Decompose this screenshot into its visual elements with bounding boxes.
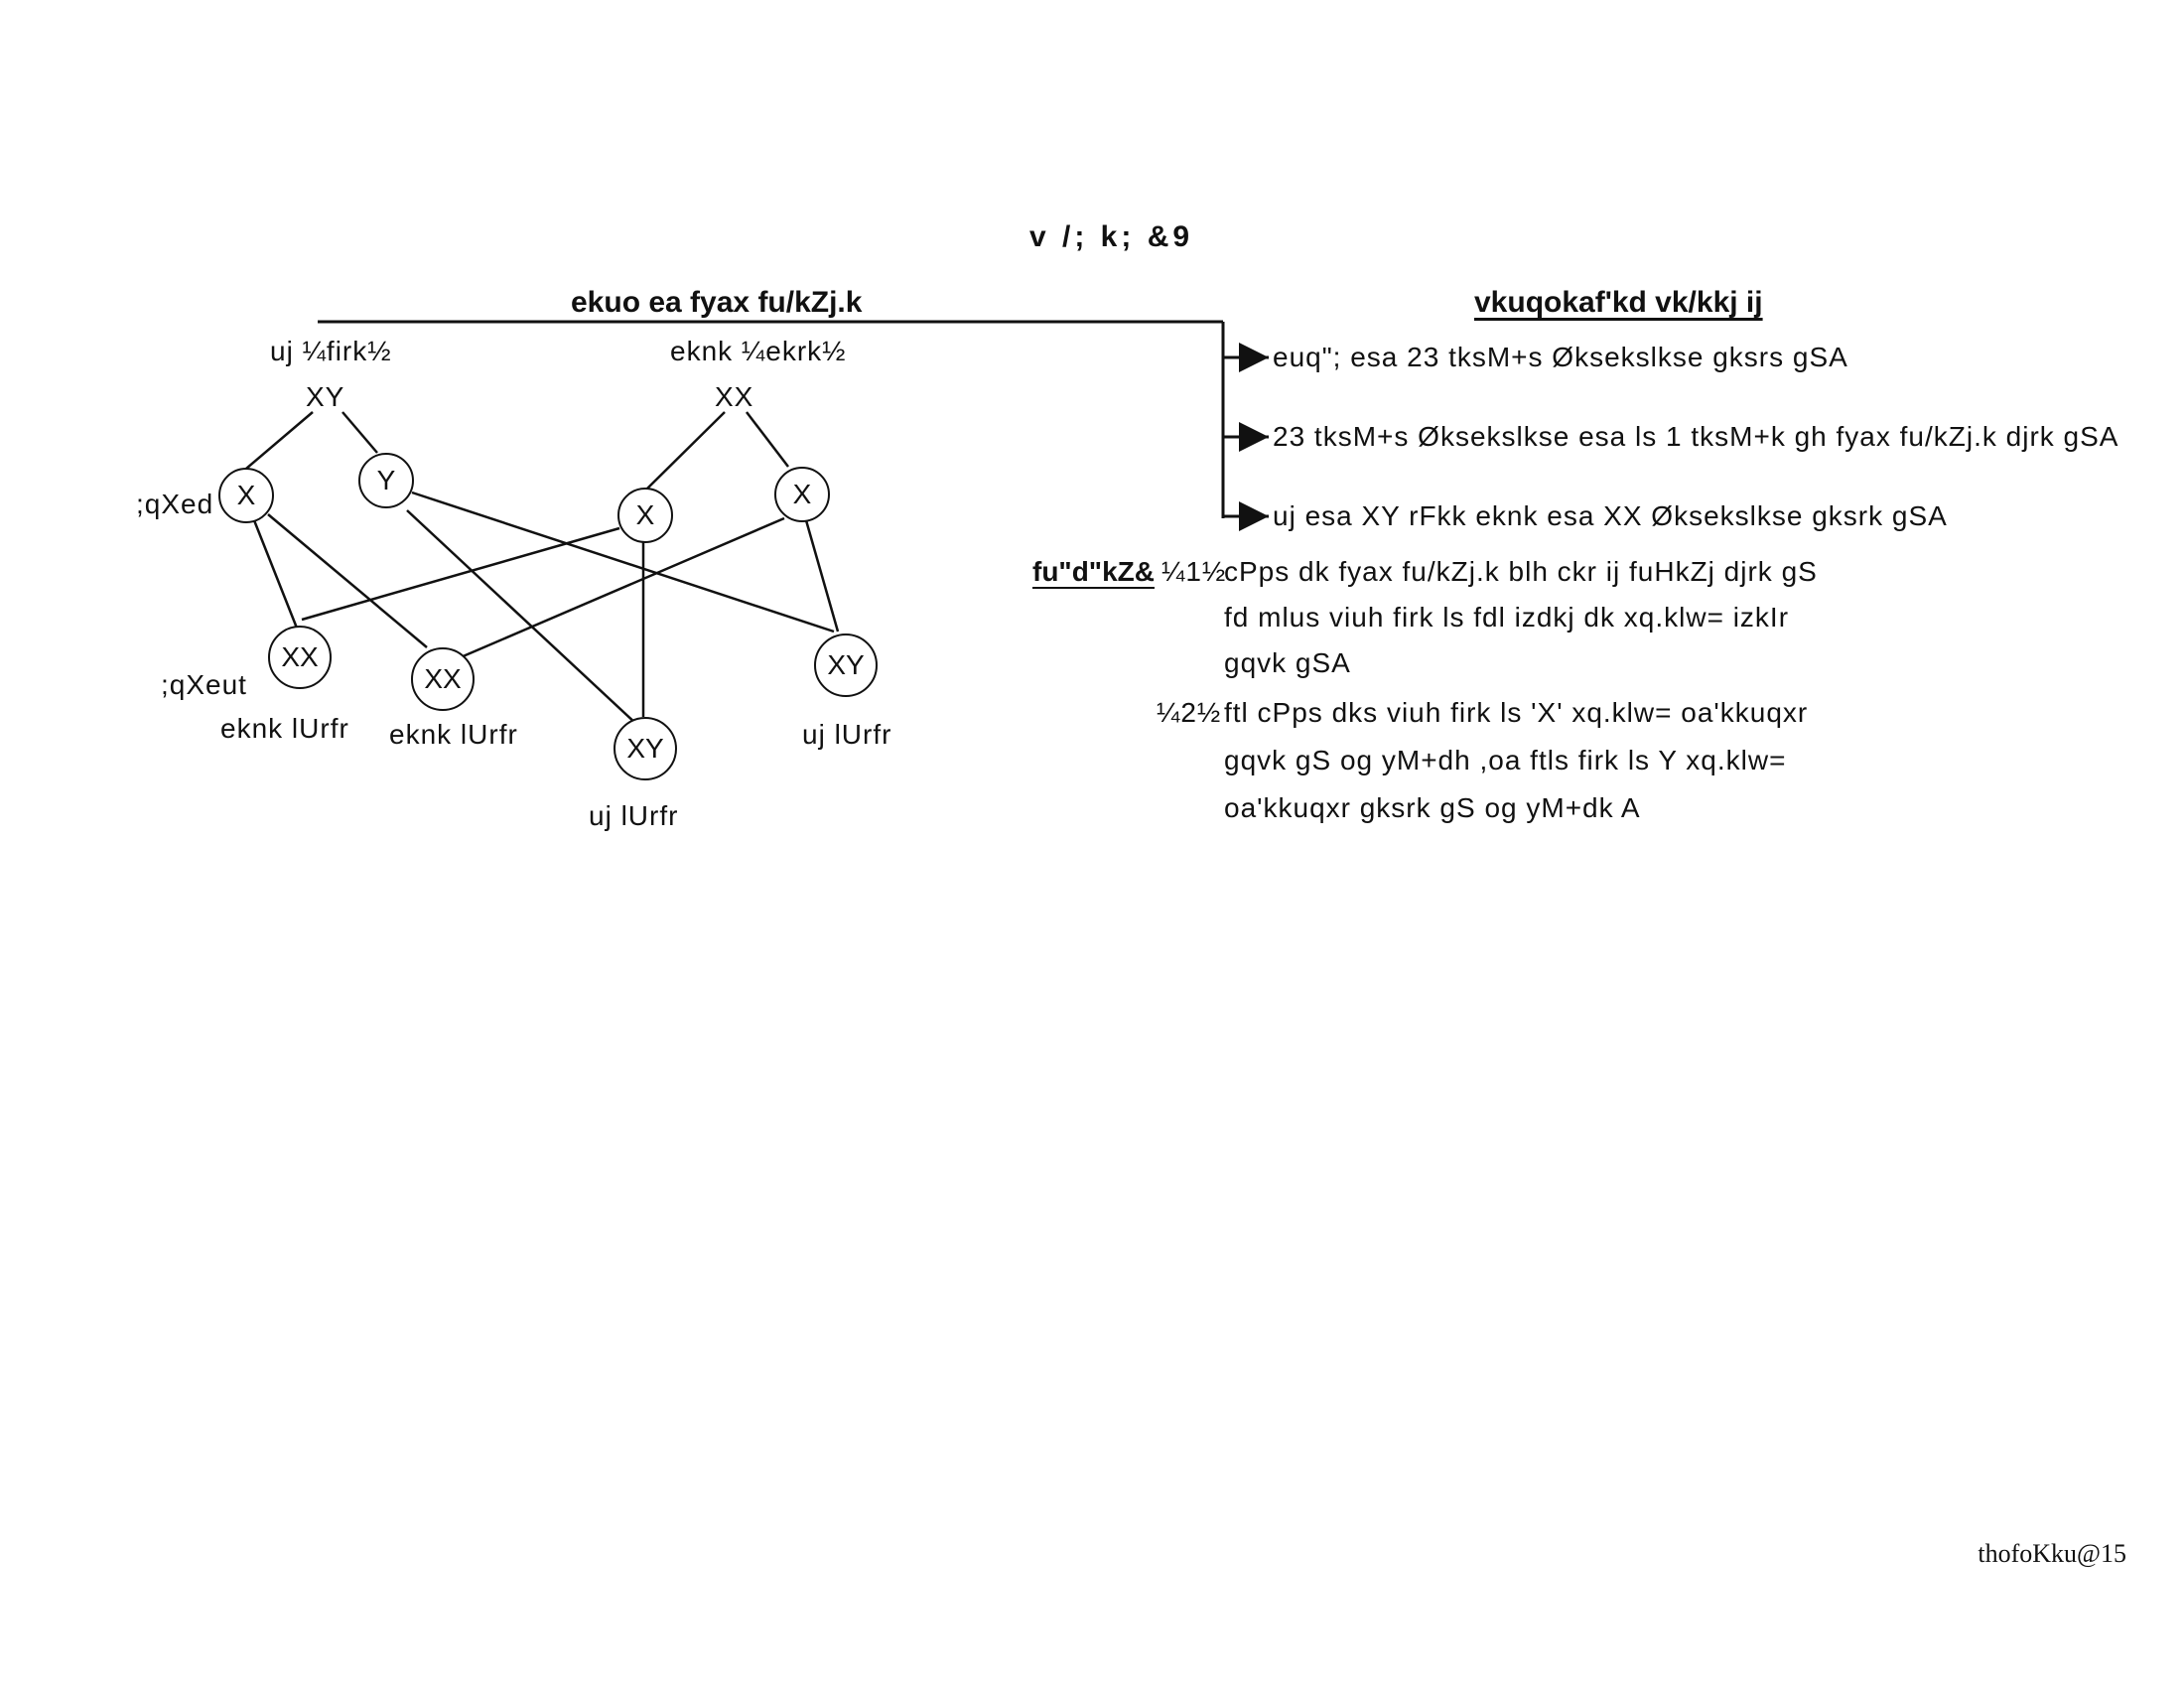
conclusion-marker-2: ¼2½ [1157,697,1222,728]
offspring-label-male-1: uj lUrfr [589,800,679,831]
gamete-y-father: Y [358,453,414,508]
fact-sex-determining-pair: 23 tksM+s Øksekslkse esa ls 1 tksM+k gh fyax fu/kZj.k djrk gSA [1273,421,2119,452]
mother-genotype: XX [715,381,754,412]
offspring-label-female-1: eknk lUrfr [220,713,349,744]
conclusion-marker-1: ¼1½ [1161,556,1227,587]
conclusion-2-line-3: oa'kkuqxr gksrk gS og yM+dk A [1224,792,1641,823]
conclusion-2-line-1: ftl cPps dks viuh firk ls 'X' xq.klw= oa'kkuqxr [1224,697,1809,728]
father-label: uj ¼firk½ [270,336,392,366]
conclusion-2-line-2: gqvk gS og yM+dh ,oa ftls firk ls Y xq.klw= [1224,745,1787,775]
fact-chromosome-pairs: euq"; esa 23 tksM+s Øksekslkse gksrs gSA [1273,342,1848,372]
section-heading-sex-determination: ekuo ea fyax fu/kZj.k [571,286,863,319]
offspring-label-female-2: eknk lUrfr [389,719,518,750]
conclusion-1-line-3: gqvk gSA [1224,647,1351,678]
gamete-x-father: X [218,468,274,523]
zygote-xy-2: XY [814,633,878,697]
chapter-title: v /; k; &9 [1029,220,1194,253]
fact-xy-xx: uj esa XY rFkk eknk esa XX Øksekslkse gksrk gSA [1273,500,1948,531]
page-footer: thofoKku@15 [1978,1539,2126,1568]
father-genotype: XY [306,381,345,412]
section-heading-genetic-basis: vkuqokaf'kd vk/kkj ij [1474,286,1763,319]
gamete-x-mother-1: X [617,488,673,543]
zygote-xy-1: XY [614,717,677,780]
zygote-xx-1: XX [268,626,332,689]
mother-label: eknk ¼ekrk½ [670,336,847,366]
gamete-x-mother-2: X [774,467,830,522]
offspring-label-male-2: uj lUrfr [802,719,892,750]
zygote-row-label: ;qXeut [161,669,247,700]
zygote-xx-2: XX [411,647,475,711]
conclusion-1-line-2: fd mlus viuh firk ls fdl izdkj dk xq.klw= izkIr [1224,602,1790,633]
gamete-row-label: ;qXed [136,489,214,519]
conclusion-1-line-1: cPps dk fyax fu/kZj.k blh ckr ij fuHkZj djrk gS [1224,556,1818,587]
conclusion-label: fu"d"kZ& [1032,556,1155,587]
